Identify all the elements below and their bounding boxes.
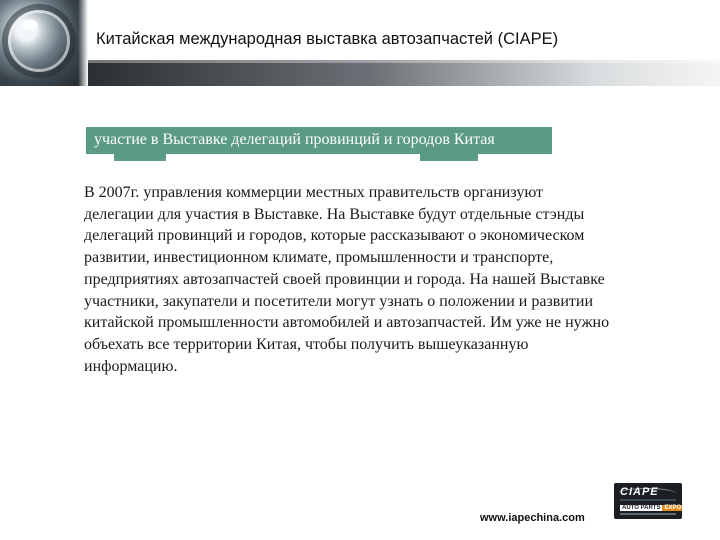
ciape-logo xyxy=(614,483,682,519)
body-line: развитии, инвестиционном климате, промышленности и транспорте, xyxy=(84,249,554,267)
body-line: В 2007г. управления коммерции местных правительств организуют xyxy=(84,184,544,201)
body-line: предприятиях автозапчастей своей провинции и города. На нашей Выставке xyxy=(84,270,605,288)
body-line: участники, закупатели и посетители могут узнать о положении и развитии xyxy=(84,292,594,310)
body-line: объехать все территории Китая, чтобы получить вышеуказанную xyxy=(84,335,529,353)
logo-divider xyxy=(620,499,676,501)
logo-footer-line xyxy=(620,513,676,515)
logo-bar-right: EXPO xyxy=(664,505,682,511)
website-url: www.iapechina.com xyxy=(480,512,585,524)
subtitle-banner xyxy=(86,127,552,154)
logo-bar-left: AUTO PARTS xyxy=(622,505,661,511)
logo-wordmark: CIAPE xyxy=(620,486,659,498)
headlight-ring-shape xyxy=(8,10,70,72)
headlight-photo xyxy=(0,0,88,86)
photo-fade xyxy=(78,0,88,86)
banner-tab-right xyxy=(420,154,478,161)
header-gradient-band xyxy=(88,60,720,86)
body-line: делегации для участия в Выставке. На Выставке будут отдельные стэнды xyxy=(84,205,585,223)
slide-title: Китайская международная выставка автозапчастей (CIAPE) xyxy=(96,30,559,48)
band-highlight xyxy=(88,60,720,63)
logo-bar xyxy=(620,504,682,512)
slide-header xyxy=(0,0,720,86)
headlight-glare-shape xyxy=(22,20,38,30)
body-line: китайской промышленности автомобилей и автозапчастей. Им уже не нужно xyxy=(84,314,610,332)
banner-tab-left xyxy=(114,154,166,161)
body-line: информацию. xyxy=(84,357,178,375)
subtitle-text: участие в Выставке делегаций провинций и городов Китая xyxy=(94,131,495,148)
body-line: делегаций провинций и городов, которые рассказывают о экономическом xyxy=(84,227,585,245)
body-paragraph xyxy=(84,182,684,377)
